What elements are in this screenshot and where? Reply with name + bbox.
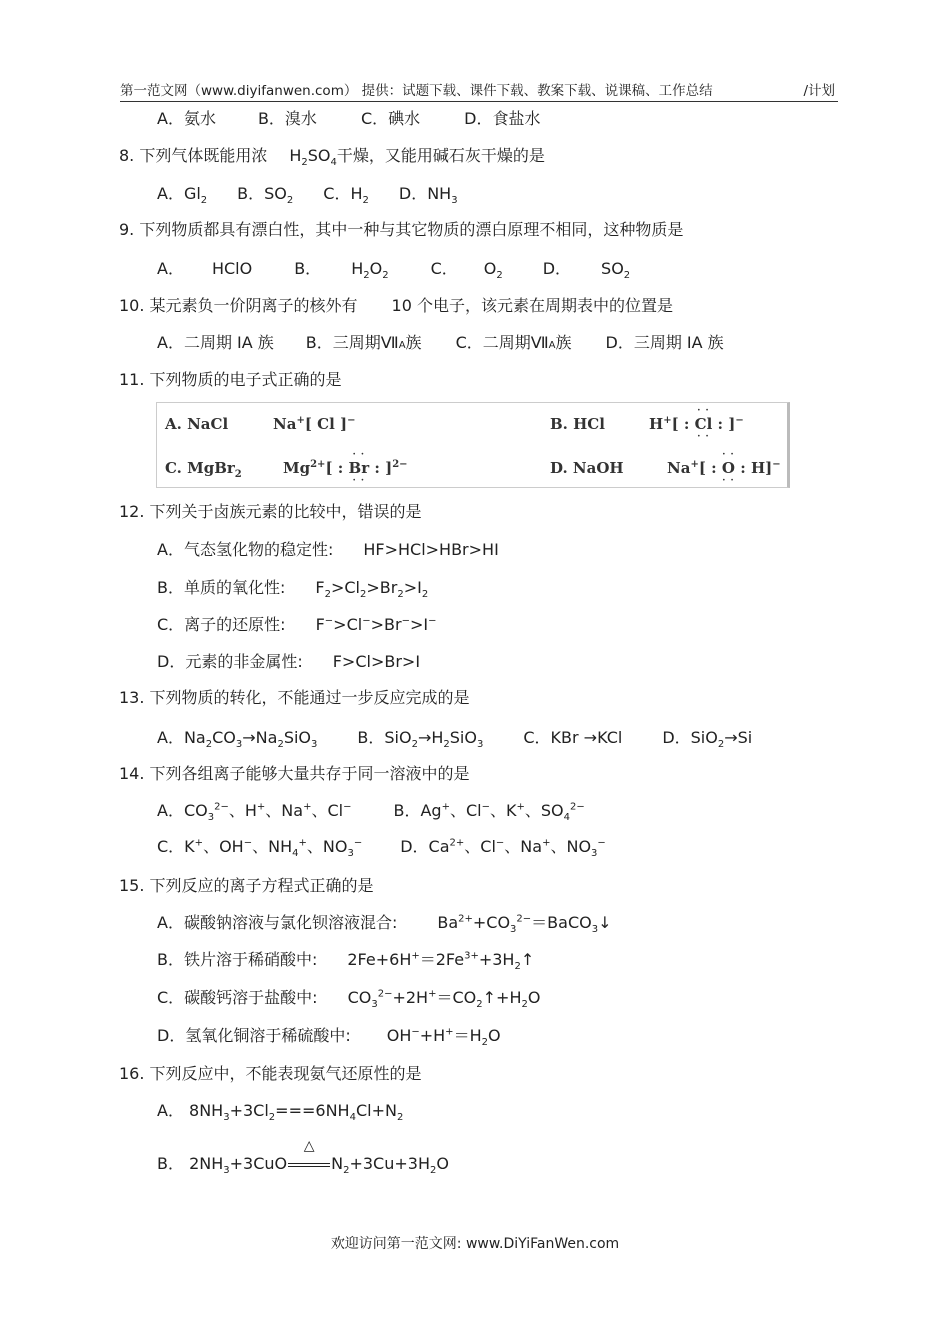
q7-option-b: B．溴水 bbox=[257, 109, 317, 128]
q11-option-a-label: A. NaCl bbox=[165, 415, 229, 433]
q15-option-d: D．氢氧化铜溶于稀硫酸中: $OH^-+H^+=H_2O$ bbox=[157, 1026, 501, 1049]
q14-stem: 14. 下列各组离子能够大量共存于同一溶液中的是 bbox=[119, 764, 470, 783]
q11-option-b-label: B. HCl bbox=[550, 415, 605, 433]
q7-option-d: D．食盐水 bbox=[464, 109, 541, 128]
q16-option-a: A． $8NH_3+3Cl_2===6NH_4Cl+N_2$ bbox=[157, 1101, 404, 1124]
q14-options-ab: A．$CO_3^{2-}$、H+、Na+、Cl− B．Ag+、Cl−、K+、$SO_4^{2-}$ bbox=[157, 801, 585, 824]
q10-option-d: D．三周期 IA 族 bbox=[605, 333, 724, 352]
q12-option-a: A．气态氢化物的稳定性: HF>HCl>HBr>HI bbox=[157, 540, 499, 559]
q7-options bbox=[157, 108, 540, 130]
q12-option-c: C．离子的还原性: F−>Cl−>Br−>I− bbox=[157, 615, 437, 634]
q13-stem: 13. 下列物质的转化，不能通过一步反应完成的是 bbox=[119, 688, 470, 707]
q9-option-b: H bbox=[351, 259, 364, 278]
q12-option-b: B．单质的氧化性: $F_2>Cl_2>Br_2>I_2$ bbox=[157, 578, 429, 601]
page-header bbox=[120, 77, 838, 102]
q9-option-d: SO bbox=[601, 259, 624, 278]
q11-option-c-label: C. MgBr$_2$ bbox=[165, 459, 242, 480]
q8-option-d: D．NH bbox=[398, 184, 452, 203]
q10-option-a: A．二周期 IA 族 bbox=[157, 333, 274, 352]
q11-option-c-formula: $Mg^{2+}$[ : · · Br · · : ]$^{2-}$ bbox=[283, 459, 408, 477]
q10-stem: 10. 某元素负一价阴离子的核外有 10 个电子，该元素在周期表中的位置是 bbox=[119, 296, 673, 315]
q7-option-a: A．氨水 bbox=[157, 109, 216, 128]
q8-options: A．$Gl_2$ B．$SO_2$ C．$H_2$ D．$NH_3$ bbox=[157, 184, 458, 207]
q14-options-cd: C．K+、OH−、$NH_4^+$、$NO_3^-$ D．$Ca^{2+}$、Cl−、Na+、$NO_3^-$ bbox=[157, 837, 606, 860]
q12-option-d: D．元素的非金属性: F>Cl>Br>I bbox=[157, 652, 421, 671]
q10-option-b: B．三周期Ⅶ bbox=[305, 333, 399, 352]
heat-delta: △ bbox=[287, 1153, 331, 1175]
q8-option-a: A．Gl bbox=[157, 184, 201, 203]
q8-option-c: C．H bbox=[323, 184, 363, 203]
q10-option-c: C．二周期Ⅶ bbox=[455, 333, 549, 352]
electron-formula-image bbox=[156, 402, 790, 488]
header-right: /计划 bbox=[803, 83, 835, 99]
page-footer: 欢迎访问第一范文网: www.DiYiFanWen.com bbox=[330, 1236, 620, 1252]
q11-option-b-formula: H+[ : · · Cl · · : ]− bbox=[649, 415, 744, 433]
q16-option-b: B． $2NH_3+3CuO$ △ $N_2+3Cu+3H_2O$ bbox=[157, 1138, 449, 1177]
q9-option-c: O bbox=[483, 259, 497, 278]
q8-option-b: B．SO bbox=[237, 184, 287, 203]
q11-option-d-label: D. NaOH bbox=[550, 459, 624, 477]
q9-stem: 9. 下列物质都具有漂白性，其中一种与其它物质的漂白原理不相同，这种物质是 bbox=[119, 220, 684, 239]
header-left: 第一范文网（www.diyifanwen.com） 提供：试题下载、课件下载、教案下载、说课稿、工作总结 bbox=[120, 83, 713, 99]
q16-stem: 16. 下列反应中，不能表现氨气还原性的是 bbox=[119, 1064, 422, 1083]
q10-options: A．二周期 IA 族 B．三周期ⅦA族 C．二周期ⅦA族 D．三周期 IA 族 bbox=[157, 333, 724, 352]
q13-options: A．$Na_2CO_3\to Na_2SiO_3$ B．$SiO_2\to H_2SiO_3$ C．KBr →KCl D．SiO$_2$→Si bbox=[157, 728, 753, 751]
q15-option-c: C．碳酸钙溶于盐酸中: $CO_3^{2-}+2H^+=CO_2↑+H_2O$ bbox=[157, 988, 541, 1011]
q8-stem: 8. 下列气体既能用浓 $H_2SO_4$干燥，又能用碱石灰干燥的是 bbox=[119, 146, 545, 169]
q15-option-b: B．铁片溶于稀硝酸中: $2Fe+6H^+=2Fe^{3+}+3H_2↑$ bbox=[157, 950, 535, 973]
q9-options: A． HClO B． $H_2O_2$ C． $O_2$ D． $SO_2$ bbox=[157, 259, 631, 282]
q9-option-a: HClO bbox=[211, 259, 253, 278]
q15-option-a: A．碳酸钠溶液与氯化钡溶液混合: $Ba^{2+}+CO_3^{2-}=BaCO_3↓$ bbox=[157, 913, 612, 936]
q11-option-a-formula: Na+[ Cl ]− bbox=[273, 415, 356, 433]
q11-option-d-formula: Na+[ : · · O · · : H]− bbox=[667, 459, 781, 477]
q12-stem: 12. 下列关于卤族元素的比较中，错误的是 bbox=[119, 502, 422, 521]
q15-stem: 15. 下列反应的离子方程式正确的是 bbox=[119, 876, 374, 895]
q7-option-c: C．碘水 bbox=[360, 109, 421, 128]
q11-stem: 11. 下列物质的电子式正确的是 bbox=[119, 370, 342, 389]
